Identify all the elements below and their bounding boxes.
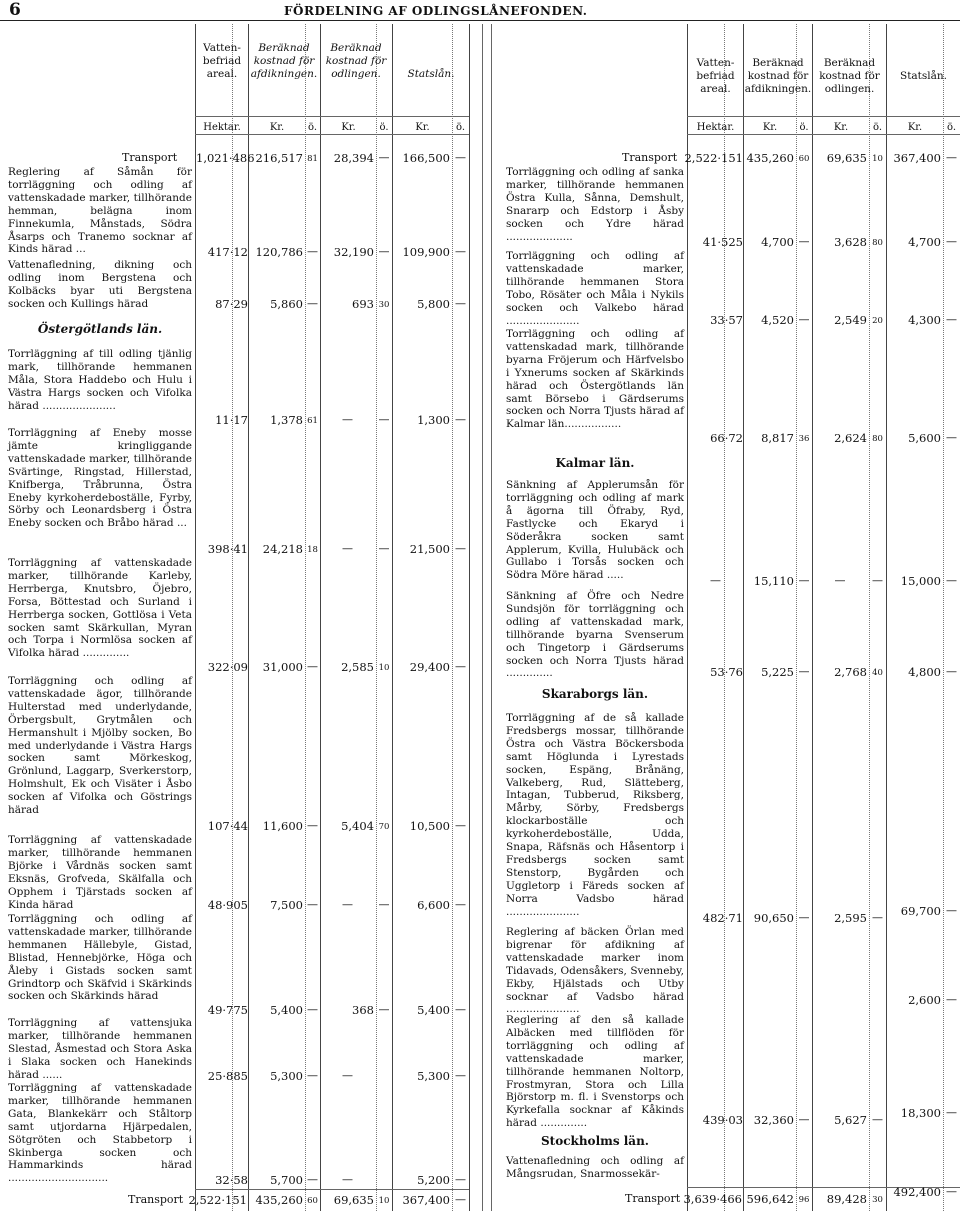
row-odl: 2,549 bbox=[834, 313, 867, 327]
section-heading: Kalmar län. bbox=[555, 456, 635, 470]
row-areal: 482·71 bbox=[702, 911, 743, 925]
row-areal: 398·41 bbox=[207, 542, 248, 556]
row-stat: 1,300 bbox=[417, 413, 450, 427]
page-title: FÖRDELNING AF ODLINGSLÅNEFONDEN. bbox=[284, 4, 588, 18]
entry-text: Torrläggning och odling af vattenskadade marker, tillhörande hemmanen Hällebyle, Gistad, Blistad, Hennebjörke, Höga och Åleby i Gistads socken samt Grindtorp och Skäfvid i Skärkinds socken och Skärkinds härad bbox=[8, 913, 192, 1003]
entry-text: Torrläggning af vattenskadade marker, tillhörande Karleby, Herrberga, Knutsbro, Öjebro, Forsa, Böttestad och Surland i Herrberga socken, Gottlösa i Veta socken samt Skärkullan, Myran och Torpa i Normlösa socken af Vifolka härad .............. bbox=[8, 557, 192, 660]
transport-label: Transport bbox=[622, 151, 678, 164]
entry-text: Torrläggning af de så kallade Fredsbergs mossar, tillhörande Östra och Västra Böckersboda samt Höglunda i Lyrestads socken, Espäng, Brånäng, Valkeberg, Rud, Slätteberg, Intagan, Tubberud, Riksberg, Mårby, Sörby, Fredsbergs klockarboställe och kyrkoherdeboställe, Udda, Snapa, Räfsnäs och Håsentorp i Fredsbergs socken samt Stenstorp, Bygården och Uggletorp i Färeds socken af Norra Vadsbo härad ...................... bbox=[506, 712, 684, 918]
row-afd-ore: — bbox=[307, 1003, 318, 1016]
transport-out-stat: 492,400 bbox=[893, 1185, 941, 1199]
unit-ore: ö. bbox=[455, 122, 466, 133]
row-afd-ore: — bbox=[798, 313, 810, 326]
row-odl: — bbox=[342, 1069, 353, 1082]
row-afd-ore: 18 bbox=[307, 545, 318, 555]
row-afd-ore: — bbox=[307, 660, 318, 673]
entry-text: Torrläggning och odling af sanka marker, tillhörande hemmanen Östra Kulla, Sånna, Demshult, Snararp och Edstorp i Åsby socken och Ydre härad .................... bbox=[506, 166, 684, 243]
row-afd: 7,500 bbox=[270, 898, 303, 912]
row-odl-ore: 70 bbox=[378, 822, 390, 832]
rule-afd-ore bbox=[305, 24, 306, 1211]
row-odl: 5,627 bbox=[834, 1113, 867, 1127]
right-column bbox=[496, 24, 960, 1211]
transport-areal: 1,021·486 bbox=[196, 151, 255, 165]
row-odl: 32,190 bbox=[333, 245, 374, 259]
row-stat: 18,300 bbox=[900, 1106, 941, 1120]
row-odl-ore: 80 bbox=[872, 238, 883, 248]
entry-text: Vattenafledning, dikning och odling inom Bergstena och Kolbäcks byar uti Bergstena socken och Kullings härad bbox=[8, 259, 192, 310]
row-stat: 5,200 bbox=[417, 1173, 450, 1187]
transport-areal: 2,522·151 bbox=[684, 151, 743, 165]
row-odl-ore: 80 bbox=[872, 434, 883, 444]
row-odl-ore: — bbox=[378, 413, 390, 426]
row-stat-ore: — bbox=[455, 898, 466, 911]
transport-odl: 28,394 bbox=[333, 151, 374, 165]
row-areal: 11·17 bbox=[215, 413, 248, 427]
row-afd: 1,378 bbox=[270, 413, 303, 427]
entry-text: Torrläggning af vattenskadade marker, tillhörande hemmanen Björke i Vårdnäs socken samt Eksnäs, Grofveda, Skälfalla och Opphem i Tjärstads socken af Kinda härad bbox=[8, 834, 192, 911]
rule-odl bbox=[320, 24, 321, 1211]
transport-odl: 69,635 bbox=[826, 151, 867, 165]
row-afd: 4,520 bbox=[761, 313, 794, 327]
row-afd: 8,817 bbox=[761, 431, 794, 445]
row-afd-ore: — bbox=[798, 1113, 810, 1126]
row-stat: 5,600 bbox=[908, 431, 941, 445]
unit-kr: Kr. bbox=[833, 122, 849, 133]
row-odl-ore: 20 bbox=[872, 316, 883, 326]
transport-out-odl: 69,635 bbox=[333, 1193, 374, 1207]
row-areal: 87·29 bbox=[215, 297, 248, 311]
transport-out-afd: 596,642 bbox=[746, 1192, 794, 1206]
entry-text: Reglering af Såmån för torrläggning och odling af vattenskadade marker, tillhörande hemman, belägna inom Finnekumla, Månstads, Södra Åsarps och Tranemo socknar af Kinds härad ... bbox=[8, 166, 192, 256]
transport-out-areal: 3,639·466 bbox=[683, 1192, 742, 1206]
transport-afd: 435,260 bbox=[746, 151, 794, 165]
row-odl-ore: 30 bbox=[378, 300, 390, 310]
row-odl: — bbox=[342, 542, 353, 555]
row-stat-ore: — bbox=[455, 542, 466, 555]
transport-stat: 166,500 bbox=[402, 151, 450, 165]
row-odl: 2,595 bbox=[834, 911, 867, 925]
header-rule-units-bottom bbox=[195, 134, 469, 135]
section-heading: Skaraborgs län. bbox=[541, 687, 649, 701]
row-afd-ore: — bbox=[307, 297, 318, 310]
rule-stat bbox=[886, 24, 887, 1211]
row-stat-ore: — bbox=[946, 993, 957, 1006]
page-number: 6 bbox=[9, 0, 21, 20]
unit-hektar: Hektar. bbox=[696, 122, 735, 133]
row-stat-ore: — bbox=[946, 904, 957, 917]
transport-afd: 216,517 bbox=[255, 151, 303, 165]
row-areal: 322·09 bbox=[207, 660, 248, 674]
row-areal: 417·12 bbox=[207, 245, 248, 259]
row-stat: 69,700 bbox=[900, 904, 941, 918]
unit-kr: Kr. bbox=[762, 122, 778, 133]
transport-stat-ore: — bbox=[455, 151, 466, 164]
row-afd: 5,860 bbox=[270, 297, 303, 311]
row-afd: 31,000 bbox=[262, 660, 303, 674]
row-stat: 4,800 bbox=[908, 665, 941, 679]
col-header-areal: Vatten- befriad areal. bbox=[696, 57, 735, 95]
row-stat: 109,900 bbox=[402, 245, 450, 259]
rule-afd bbox=[743, 24, 744, 1211]
entry-text: Torrläggning af Eneby mosse jämte kringliggande vattenskadade marker, tillhörande Svärtinge, Ringstad, Hillerstad, Knifberga, Tråbrunna, Östra Eneby kyrkoherdeboställe, Fyrby, Sörby och Leonardsberg i Östra Eneby socken och Bråbo härad ... bbox=[8, 427, 192, 530]
row-odl-ore: — bbox=[378, 898, 390, 911]
row-afd-ore: 61 bbox=[307, 416, 318, 426]
row-stat-ore: — bbox=[455, 413, 466, 426]
row-odl: 3,628 bbox=[834, 235, 867, 249]
row-afd-ore: — bbox=[307, 1069, 318, 1082]
row-odl-ore: 10 bbox=[378, 663, 390, 673]
row-odl-ore: — bbox=[872, 911, 883, 924]
transport-out-stat-ore: — bbox=[455, 1193, 466, 1206]
transport-out-stat-ore: — bbox=[946, 1185, 957, 1198]
row-areal: 53·76 bbox=[710, 665, 743, 679]
row-stat-ore: — bbox=[946, 235, 957, 248]
row-odl-ore: 40 bbox=[872, 668, 883, 678]
row-stat-ore: — bbox=[455, 660, 466, 673]
unit-ore: ö. bbox=[946, 122, 957, 133]
row-stat-ore: — bbox=[455, 297, 466, 310]
row-odl-ore: — bbox=[872, 574, 883, 587]
row-afd: 4,700 bbox=[761, 235, 794, 249]
entry-text: Torrläggning af vattensjuka marker, tillhörande hemmanen Slestad, Åsmestad och Stora Aska i Slaka socken och Hanekinds härad ...... bbox=[8, 1017, 192, 1081]
transport-out-label: Transport bbox=[128, 1193, 184, 1206]
left-column bbox=[0, 24, 478, 1211]
header-rule-units-bottom bbox=[687, 134, 960, 135]
row-odl: — bbox=[342, 413, 353, 426]
col-header-statslan: Statslån. bbox=[407, 68, 455, 80]
row-afd-ore: — bbox=[798, 665, 810, 678]
row-afd-ore: — bbox=[798, 574, 810, 587]
row-odl-ore: — bbox=[378, 245, 390, 258]
row-stat-ore: — bbox=[455, 819, 466, 832]
transport-stat: 367,400 bbox=[893, 151, 941, 165]
entry-text: Torrläggning af till odling tjänlig mark, tillhörande hemmanen Måla, Stora Haddebo och Hulu i Västra Hargs socken och Vifolka härad ...................... bbox=[8, 348, 192, 412]
row-stat: 10,500 bbox=[409, 819, 450, 833]
transport-out-stat: 367,400 bbox=[402, 1193, 450, 1207]
unit-hektar: Hektar. bbox=[203, 122, 241, 133]
rule-stat-ore bbox=[452, 24, 453, 1211]
row-areal: 33·57 bbox=[710, 313, 743, 327]
row-odl: 2,768 bbox=[834, 665, 867, 679]
transport-stat-ore: — bbox=[946, 151, 957, 164]
row-areal: 48·905 bbox=[207, 898, 248, 912]
row-odl: — bbox=[834, 574, 846, 587]
row-afd: 5,400 bbox=[270, 1003, 303, 1017]
rule-areal-dec bbox=[232, 24, 233, 1211]
col-header-afdikning: Beräknad kostnad för afdikningen. bbox=[250, 42, 318, 80]
rule-afd-ore bbox=[796, 24, 797, 1211]
transport-label: Transport bbox=[122, 151, 178, 164]
col-header-afdikning: Beräknad kostnad för afdikningen. bbox=[744, 57, 812, 95]
transport-out-afd-ore: 96 bbox=[798, 1195, 810, 1205]
row-odl: — bbox=[342, 1173, 353, 1186]
unit-kr: Kr. bbox=[415, 122, 430, 133]
entry-text: Reglering af bäcken Örlan med bigrenar för afdikning af vattenskadade marker inom Tidavads, Odensåkers, Svenneby, Ekby, Hjälstads och Utby socknar af Vadsbo härad ...................... bbox=[506, 926, 684, 1016]
row-afd: 5,225 bbox=[761, 665, 794, 679]
entry-text: Vattenafledning och odling af Mångsrudan, Snarmossekär- bbox=[506, 1155, 684, 1180]
row-areal: 41·525 bbox=[702, 235, 743, 249]
transport-out-odl: 89,428 bbox=[826, 1192, 867, 1206]
column-divider bbox=[482, 24, 492, 1211]
row-afd: 11,600 bbox=[262, 819, 303, 833]
rule-areal bbox=[687, 24, 688, 1211]
row-stat-ore: — bbox=[455, 1173, 466, 1186]
row-stat-ore: — bbox=[455, 1069, 466, 1082]
header-rule bbox=[0, 20, 960, 21]
row-odl: 2,585 bbox=[341, 660, 374, 674]
row-odl: 693 bbox=[352, 297, 374, 311]
entry-text: Reglering af den så kallade Albäcken med tillflöden för torrläggning och odling af vattenskadade marker, tillhörande hemmanen Noltorp, Frostmyran, Stora och Lilla Björstorp m. fl. i Svenstorps och Kyrkefalla socknar af Kåkinds härad .............. bbox=[506, 1014, 684, 1130]
transport-out-afd-ore: 60 bbox=[307, 1196, 318, 1206]
col-header-odling: Beräknad kostnad för odlingen. bbox=[325, 42, 387, 80]
row-afd: 32,360 bbox=[753, 1113, 794, 1127]
row-stat: 2,600 bbox=[908, 993, 941, 1007]
entry-text: Torrläggning och odling af vattenskadade ägor, tillhörande Hulterstad med underlydande, Örbergsbult, Grytmålen och Hermanshult i Mjölby socken, Bo med underlydande i Västra Hargs socken samt Mörkeskog, Grönlund, Laggarp, Sverkerstorp, Holmshult, Ek och Visäter i Åsbo socken af Vifolka och Göstrings härad bbox=[8, 675, 192, 817]
row-odl: — bbox=[342, 898, 353, 911]
transport-afd-ore: 81 bbox=[307, 154, 318, 164]
row-afd: 24,218 bbox=[262, 542, 303, 556]
entry-text: Sänkning af Öfre och Nedre Sundsjön för torrläggning och odling af vattenskadad mark, tillhörande byarna Svenserum och Tingetorp i Gärdserums socken och Norra Tjusts härad .............. bbox=[506, 590, 684, 680]
transport-out-label: Transport bbox=[625, 1192, 681, 1205]
transport-out-odl-ore: 30 bbox=[872, 1195, 883, 1205]
row-afd: 5,700 bbox=[270, 1173, 303, 1187]
unit-kr: Kr. bbox=[269, 122, 285, 133]
page-header bbox=[0, 0, 960, 24]
transport-out-odl-ore: 10 bbox=[378, 1196, 390, 1206]
rule-areal bbox=[195, 24, 196, 1211]
row-stat: 29,400 bbox=[409, 660, 450, 674]
row-stat: 4,700 bbox=[908, 235, 941, 249]
transport-odl-ore: 10 bbox=[872, 154, 883, 164]
row-afd-ore: — bbox=[307, 245, 318, 258]
row-stat: 5,800 bbox=[417, 297, 450, 311]
row-odl-ore: — bbox=[378, 1003, 390, 1016]
row-areal: — bbox=[710, 574, 721, 587]
rule-stat bbox=[392, 24, 393, 1211]
header-rule-units bbox=[195, 116, 469, 117]
row-areal: 25·885 bbox=[207, 1069, 248, 1083]
rule-areal-dec bbox=[724, 24, 725, 1211]
row-afd-ore: — bbox=[307, 819, 318, 832]
row-odl: 368 bbox=[352, 1003, 374, 1017]
row-odl: 5,404 bbox=[341, 819, 374, 833]
row-stat-ore: — bbox=[946, 1106, 957, 1119]
section-heading: Stockholms län. bbox=[541, 1134, 649, 1148]
col-header-odling: Beräknad kostnad för odlingen. bbox=[819, 57, 880, 95]
total-rule bbox=[195, 1189, 469, 1190]
row-afd-ore: — bbox=[798, 911, 810, 924]
row-stat-ore: — bbox=[946, 431, 957, 444]
row-afd-ore: — bbox=[307, 1173, 318, 1186]
row-afd-ore: — bbox=[798, 235, 810, 248]
unit-kr: Kr. bbox=[341, 122, 356, 133]
entry-text: Sänkning af Applerumsån för torrläggning och odling af mark å ägorna till Öfraby, Ryd, Fastlycke och Ekaryd i Söderåkra socken samt Applerum, Kvilla, Hulubäck och Gullabo i Torsås socken och Södra Möre härad ..... bbox=[506, 479, 684, 582]
entry-text: Torrläggning och odling af vattenskadade marker, tillhörande hemmanen Stora Tobo, Rösäter och Måla i Nykils socken och Valkebo härad ...................... bbox=[506, 250, 684, 327]
row-areal: 107·44 bbox=[207, 819, 248, 833]
unit-ore: ö. bbox=[799, 122, 809, 133]
row-odl: 2,624 bbox=[834, 431, 867, 445]
row-afd: 5,300 bbox=[270, 1069, 303, 1083]
unit-ore: ö. bbox=[379, 122, 389, 133]
row-stat-ore: — bbox=[946, 313, 957, 326]
section-heading: Östergötlands län. bbox=[37, 322, 163, 336]
rule-odl-ore bbox=[869, 24, 870, 1211]
row-odl-ore: — bbox=[872, 1113, 883, 1126]
transport-odl-ore: — bbox=[378, 151, 390, 164]
row-afd: 90,650 bbox=[753, 911, 794, 925]
rule-odl bbox=[812, 24, 813, 1211]
row-areal: 439·03 bbox=[702, 1113, 743, 1127]
row-stat-ore: — bbox=[455, 245, 466, 258]
rule-odl-ore bbox=[376, 24, 377, 1211]
row-stat-ore: — bbox=[455, 1003, 466, 1016]
row-stat: 21,500 bbox=[409, 542, 450, 556]
row-stat: 4,300 bbox=[908, 313, 941, 327]
row-stat-ore: — bbox=[946, 665, 957, 678]
row-afd-ore: — bbox=[307, 898, 318, 911]
row-stat: 6,600 bbox=[417, 898, 450, 912]
row-areal: 66·72 bbox=[710, 431, 743, 445]
row-stat: 5,400 bbox=[417, 1003, 450, 1017]
unit-kr: Kr. bbox=[907, 122, 923, 133]
row-afd: 120,786 bbox=[255, 245, 303, 259]
entry-text: Torrläggning af vattenskadade marker, tillhörande hemmanen Gata, Blankekärr och Ståltorp samt utjordarna Hjärpedalen, Sötgröten och Stabbetorp i Skinberga socken och Hammarkinds härad .............................. bbox=[8, 1082, 192, 1185]
row-afd-ore: 36 bbox=[798, 434, 810, 444]
row-stat-ore: — bbox=[946, 574, 957, 587]
row-stat: 5,300 bbox=[417, 1069, 450, 1083]
entry-text: Torrläggning och odling af vattenskadad mark, tillhörande byarna Fröjerum och Härfvelsbo i Yxnerums socken af Skärkinds härad och Östergötlands län samt Börsebo i Gärdserums socken och Norra Tjusts härad af Kalmar län................. bbox=[506, 328, 684, 431]
rule-afd bbox=[248, 24, 249, 1211]
transport-out-areal: 2,522·151 bbox=[188, 1193, 247, 1207]
row-areal: 49·775 bbox=[207, 1003, 248, 1017]
col-header-statslan: Statslån. bbox=[900, 70, 947, 82]
unit-ore: ö. bbox=[872, 122, 883, 133]
row-afd: 15,110 bbox=[753, 574, 794, 588]
unit-ore: ö. bbox=[307, 122, 318, 133]
col-header-areal: Vatten- befriad areal. bbox=[202, 42, 242, 80]
rule-stat-ore bbox=[943, 24, 944, 1211]
row-areal: 32·58 bbox=[215, 1173, 248, 1187]
row-stat: 15,000 bbox=[900, 574, 941, 588]
row-odl-ore: — bbox=[378, 542, 390, 555]
transport-afd-ore: 60 bbox=[798, 154, 810, 164]
transport-out-afd: 435,260 bbox=[255, 1193, 303, 1207]
rule-right bbox=[469, 24, 470, 1211]
header-rule-units bbox=[687, 116, 960, 117]
